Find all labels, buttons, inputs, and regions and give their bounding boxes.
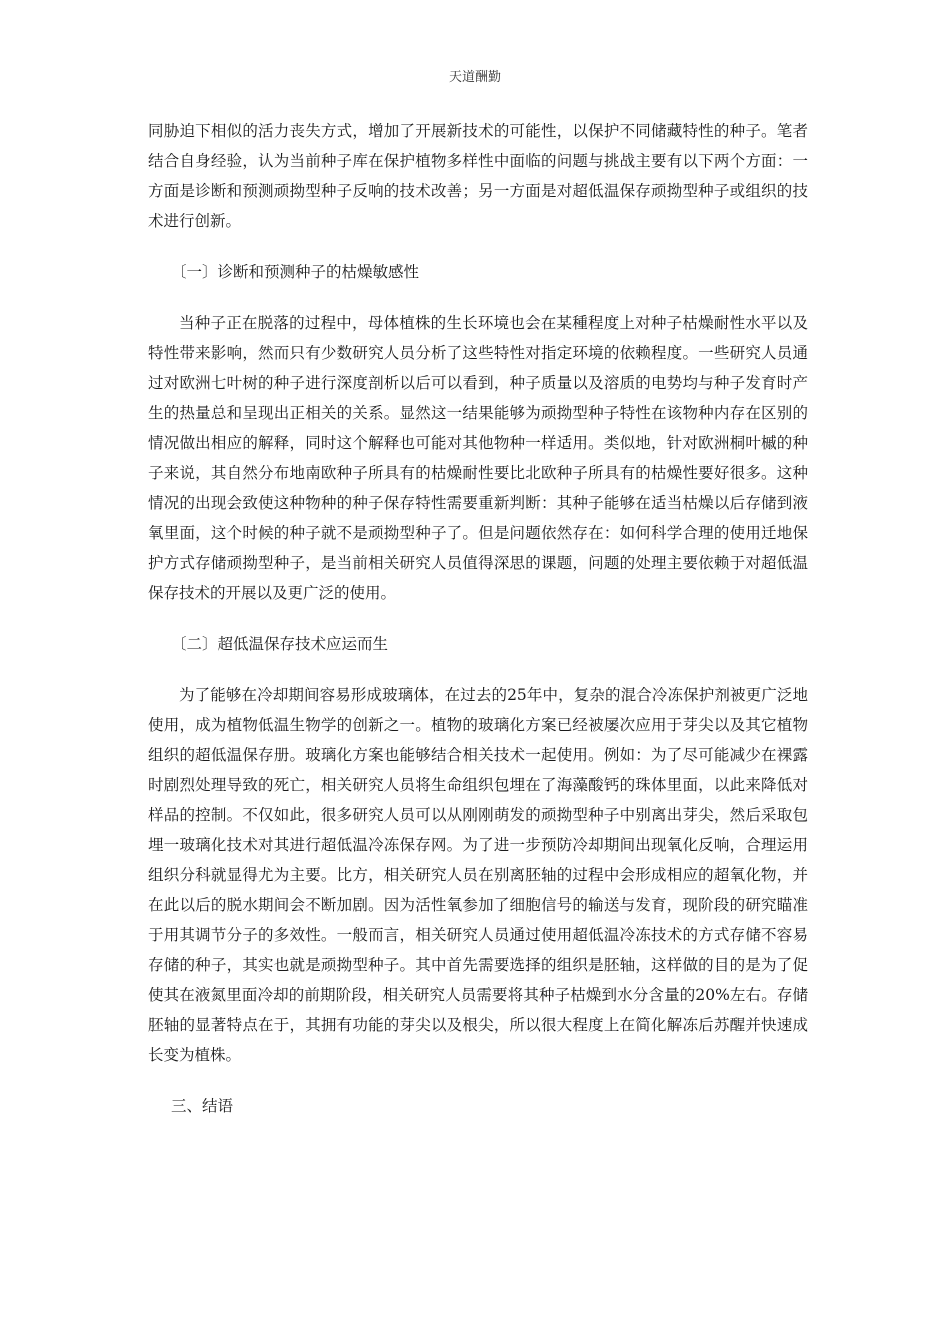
paragraph-cryopreservation: 为了能够在冷却期间容易形成玻璃体，在过去的25年中，复杂的混合冷冻保护剂被更广泛地使用，成为植物低温生物学的创新之一。植物的玻璃化方案已经被屡次应用于芽尖以及其它植物组织的超低温保存册。玻璃化方案也能够结合相关技术一起使用。例如：为了尽可能减少在裸露时剧烈处理导致的死亡，相关研究人员将生命组织包埋在了海藻酸钙的珠体里面，以此来降低对样品的控制。不仅如此，很多研究人员可以从刚刚萌发的顽拗型种子中别离出芽尖，然后采取包埋一玻璃化技术对其进行超低温冷冻保存网。为了进一步预防冷却期间出现氧化反响，合理运用组织分科就显得尤为主要。比方，相关研究人员在别离胚轴的过程中会形成相应的超氧化物，并在此以后的脱水期间会不断加剧。因为活性氧参加了细胞信号的输送与发育，现阶段的研究瞄准于用其调节分子的多效性。一般而言，相关研究人员通过使用超低温冷冻技术的方式存储不容易存储的种子，其实也就是顽拗型种子。其中首先需要选择的组织是胚轴，这样做的目的是为了促使其在液氮里面冷却的前期阶段，相关研究人员需要将其种子枯燥到水分含量的20%左右。存储胚轴的显著特点在于，其拥有功能的芽尖以及根尖，所以很大程度上在简化解冻后苏醒并快速成长变为植株。 xyxy=(148,686,808,1064)
spacer xyxy=(148,287,808,308)
document-body xyxy=(148,116,808,1121)
paragraph-intro: 同胁迫下相似的活力丧失方式，增加了开展新技术的可能性，以保护不同储藏特性的种子。笔者结合自身经验，认为当前种子库在保护植物多样性中面临的问题与挑战主要有以下两个方面：一方面是诊断和预测顽拗型种子反响的技术改善；另一方面是对超低温保存顽拗型种子或组织的技术进行创新。 xyxy=(148,122,808,230)
section-heading-1: 〔一〕诊断和预测种子的枯燥敏感性 xyxy=(171,263,420,281)
spacer xyxy=(148,236,808,257)
spacer xyxy=(148,608,808,629)
spacer xyxy=(148,659,808,680)
spacer xyxy=(148,1070,808,1091)
section-heading-2: 〔二〕超低温保存技术应运而生 xyxy=(171,635,389,653)
page-header: 天道酬勤 xyxy=(448,70,501,85)
paragraph-desiccation: 当种子正在脱落的过程中，母体植株的生长环境也会在某種程度上对种子枯燥耐性水平以及特性带来影响，然而只有少数研究人员分析了这些特性对指定环境的依赖程度。一些研究人员通过对欧洲七叶树的种子进行深度剖析以后可以看到，种子质量以及溶质的电势均与种子发育时产生的热量总和呈现出正相关的关系。显然这一结果能够为顽拗型种子特性在该物种内存在区别的情况做出相应的解释，同时这个解释也可能对其他物种一样适用。类似地，针对欧洲桐叶槭的种子来说，其自然分布地南欧种子所具有的枯燥耐性要比北欧种子所具有的枯燥性要好很多。这种情况的出现会致使这种物种的种子保存特性需要重新判断：其种子能够在适当枯燥以后存储到液氧里面，这个时候的种子就不是顽拗型种子了。但是问题依然存在：如何科学合理的使用迁地保护方式存储顽拗型种子，是当前相关研究人员值得深思的课题，问题的处理主要依赖于对超低温保存技术的开展以及更广泛的使用。 xyxy=(148,314,808,602)
section-heading-3: 三、结语 xyxy=(171,1097,234,1115)
